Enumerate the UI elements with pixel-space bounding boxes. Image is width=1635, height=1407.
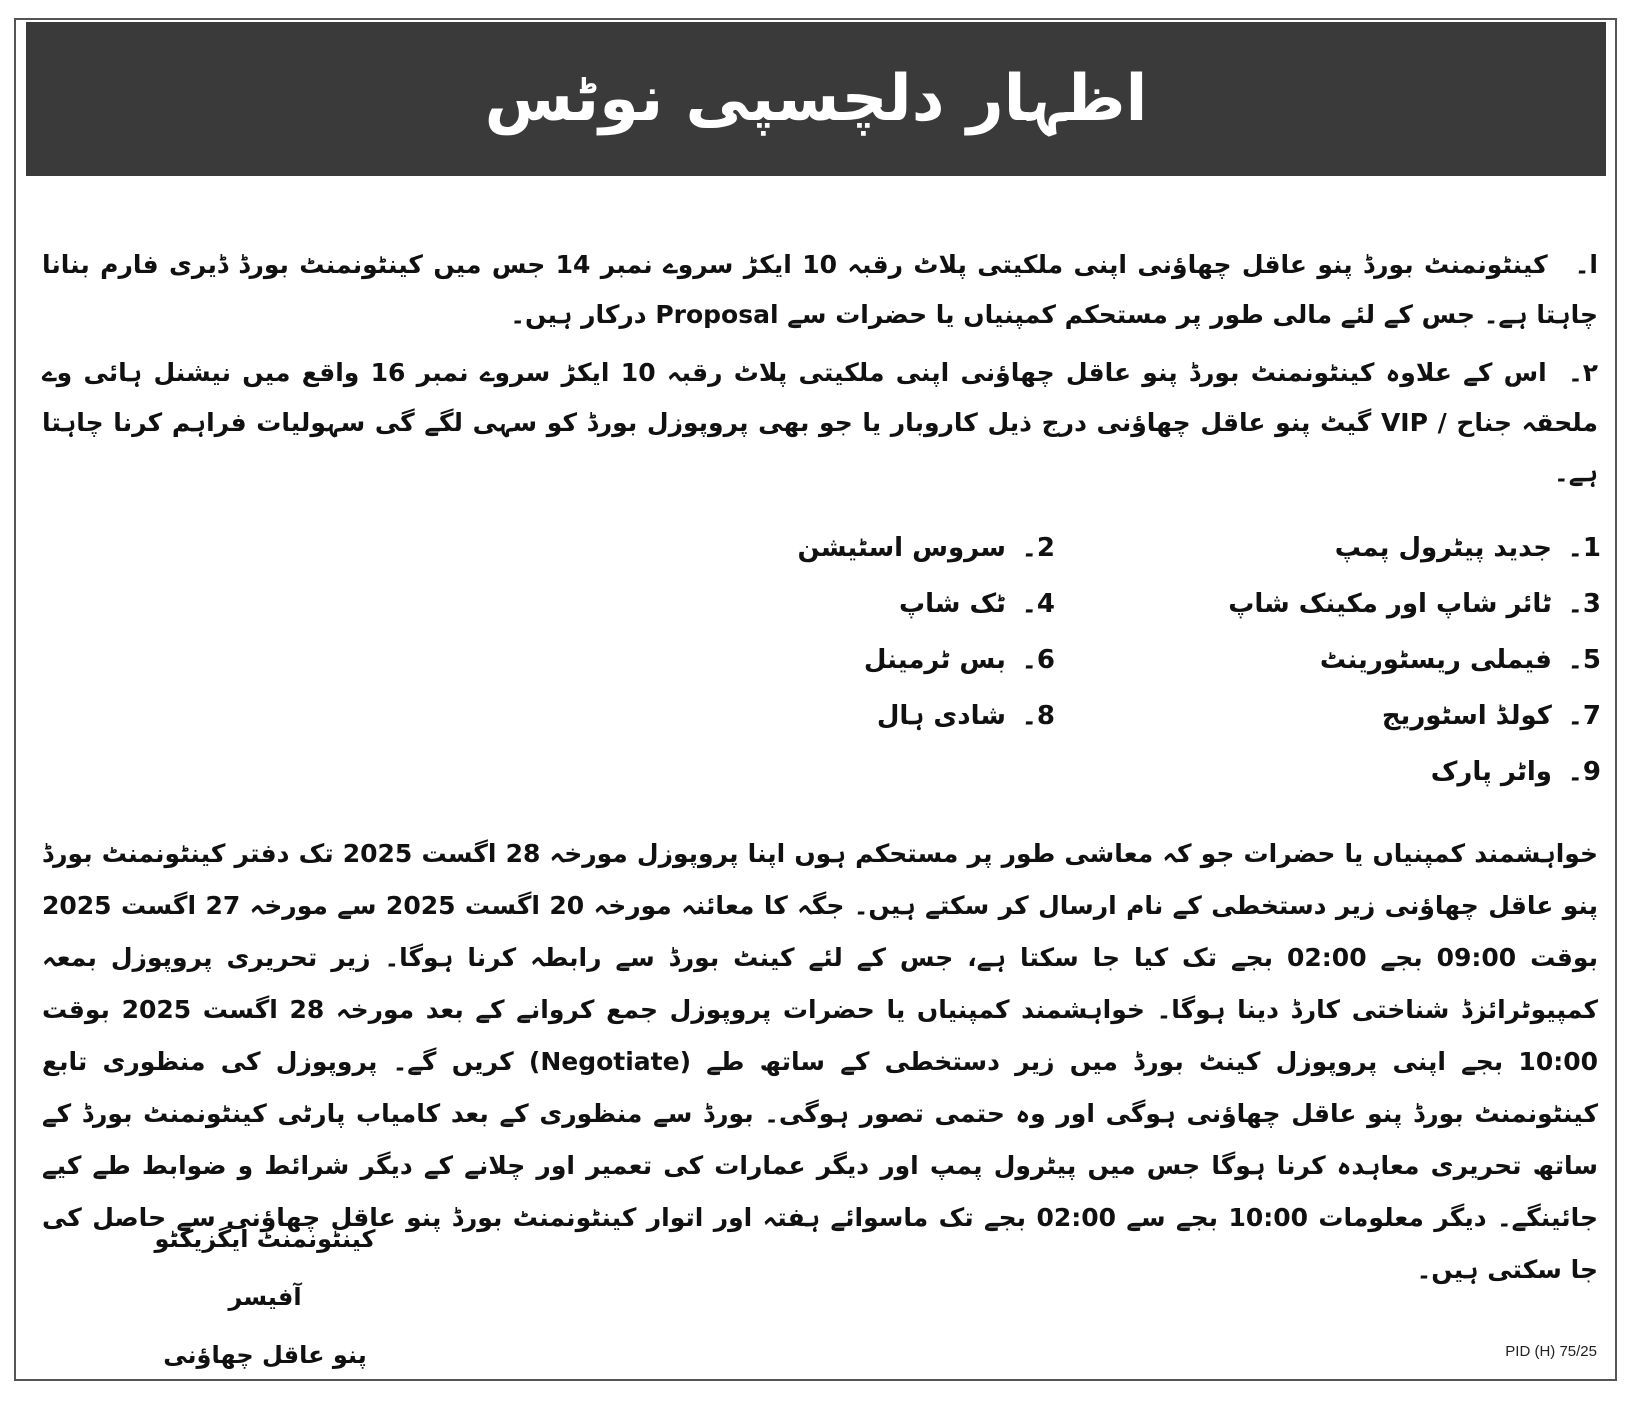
list-item-number: 6۔ (1021, 645, 1055, 675)
paragraph-1 (42, 240, 1598, 340)
list-item-number: 2۔ (1021, 533, 1055, 563)
business-list-left (595, 520, 1055, 744)
paragraph-2-text: اس کے علاوہ کینٹونمنٹ بورڈ پنو عاقل چھاؤنی اپنی ملکیتی پلاٹ رقبہ 10 ایکڑ سروے نمبر 16 واقع میں نیشنل ہائی وے ملحقہ جناح / VIP گیٹ پنو عاقل چھاؤنی درج ذیل کاروبار یا جو بھی پروپوزل بورڈ کو سہی لگے گی سہولیات فراہم کرنا چاہتا ہے۔ (42, 358, 1598, 487)
paragraph-2 (42, 348, 1598, 498)
list-item (1141, 688, 1601, 744)
signature-title: کینٹونمنٹ ایگزیکٹو آفیسر (154, 1225, 376, 1311)
list-item-label: شادی ہال (876, 701, 1006, 731)
list-item-label: کولڈ اسٹوریج (1381, 701, 1552, 731)
list-item-label: بس ٹرمینل (863, 645, 1006, 675)
list-item (595, 632, 1055, 688)
list-item-number: 8۔ (1021, 701, 1055, 731)
list-item (1141, 632, 1601, 688)
list-item-label: واٹر پارک (1430, 757, 1552, 787)
list-item-label: فیملی ریسٹورینٹ (1319, 645, 1552, 675)
paragraph-2-number: ۲۔ (1568, 358, 1598, 387)
paragraph-1-number: ا۔ (1574, 250, 1598, 279)
list-item-number: 9۔ (1567, 757, 1601, 787)
list-item-label: ٹائر شاپ اور مکینک شاپ (1228, 589, 1552, 619)
list-item (595, 688, 1055, 744)
list-item (595, 576, 1055, 632)
list-item-number: 3۔ (1567, 589, 1601, 619)
list-item-number: 5۔ (1567, 645, 1601, 675)
paragraph-1-text: کینٹونمنٹ بورڈ پنو عاقل چھاؤنی اپنی ملکیتی پلاٹ رقبہ 10 ایکڑ سروے نمبر 14 جس میں کینٹونمنٹ بورڈ ڈیری فارم بنانا چاہتا ہے۔ جس کے لئے مالی طور پر مستحکم کمپنیاں یا حضرات سے Proposal درکار ہیں۔ (42, 250, 1598, 329)
list-item-number: 4۔ (1021, 589, 1055, 619)
list-item-label: ٹک شاپ (899, 589, 1006, 619)
list-item (1141, 744, 1601, 800)
list-item-number: 7۔ (1567, 701, 1601, 731)
list-item (595, 520, 1055, 576)
list-item-number: 1۔ (1567, 533, 1601, 563)
pid-reference: PID (H) 75/25 (1505, 1343, 1597, 1360)
title-banner (26, 22, 1606, 176)
business-list-right (1141, 520, 1601, 800)
list-item (1141, 576, 1601, 632)
notice-title: اظہار دلچسپی نوٹس (484, 62, 1148, 136)
signature-block (115, 1210, 415, 1384)
list-item-label: سروس اسٹیشن (797, 533, 1006, 563)
list-item-label: جدید پیٹرول پمپ (1334, 533, 1552, 563)
signature-location: پنو عاقل چھاؤنی (163, 1341, 367, 1369)
paragraph-3-text: خواہشمند کمپنیاں یا حضرات جو کہ معاشی طور پر مستحکم ہوں اپنا پروپوزل مورخہ 28 اگست 2025 تک دفتر کینٹونمنٹ بورڈ پنو عاقل چھاؤنی زیر دستخطی کے نام ارسال کر سکتے ہیں۔ جگہ کا معائنہ مورخہ 20 اگست 2025 سے مورخہ 27 اگست 2025 بوقت 09:00 بجے 02:00 بجے تک کیا جا سکتا ہے، جس کے لئے کینٹ بورڈ سے رابطہ کرنا ہوگا۔ زیر تحریری پروپوزل بمعہ کمپیوٹرائزڈ شناختی کارڈ دینا ہوگا۔ خواہشمند کمپنیاں یا حضرات پروپوزل جمع کروانے کے بعد مورخہ 28 اگست 2025 بوقت 10:00 بجے اپنی پروپوزل کینٹ بورڈ میں زیر دستخطی کے ساتھ طے (Negotiate) کریں گے۔ پروپوزل کی منظوری تابع کینٹونمنٹ بورڈ پنو عاقل چھاؤنی ہوگی اور وہ حتمی تصور ہوگی۔ بورڈ سے منظوری کے بعد کامیاب پارٹی کینٹونمنٹ بورڈ کے ساتھ تحریری معاہدہ کرنا ہوگا جس میں پیٹرول پمپ اور دیگر عمارات کی تعمیر اور چلانے کے دیگر شرائط و ضوابط طے کیے جائینگے۔ دیگر معلومات 10:00 بجے سے 02:00 بجے تک ماسوائے ہفتہ اور اتوار کینٹونمنٹ بورڈ پنو عاقل چھاؤنی سے حاصل کی جا سکتی ہیں۔ (42, 839, 1599, 1284)
list-item (1141, 520, 1601, 576)
